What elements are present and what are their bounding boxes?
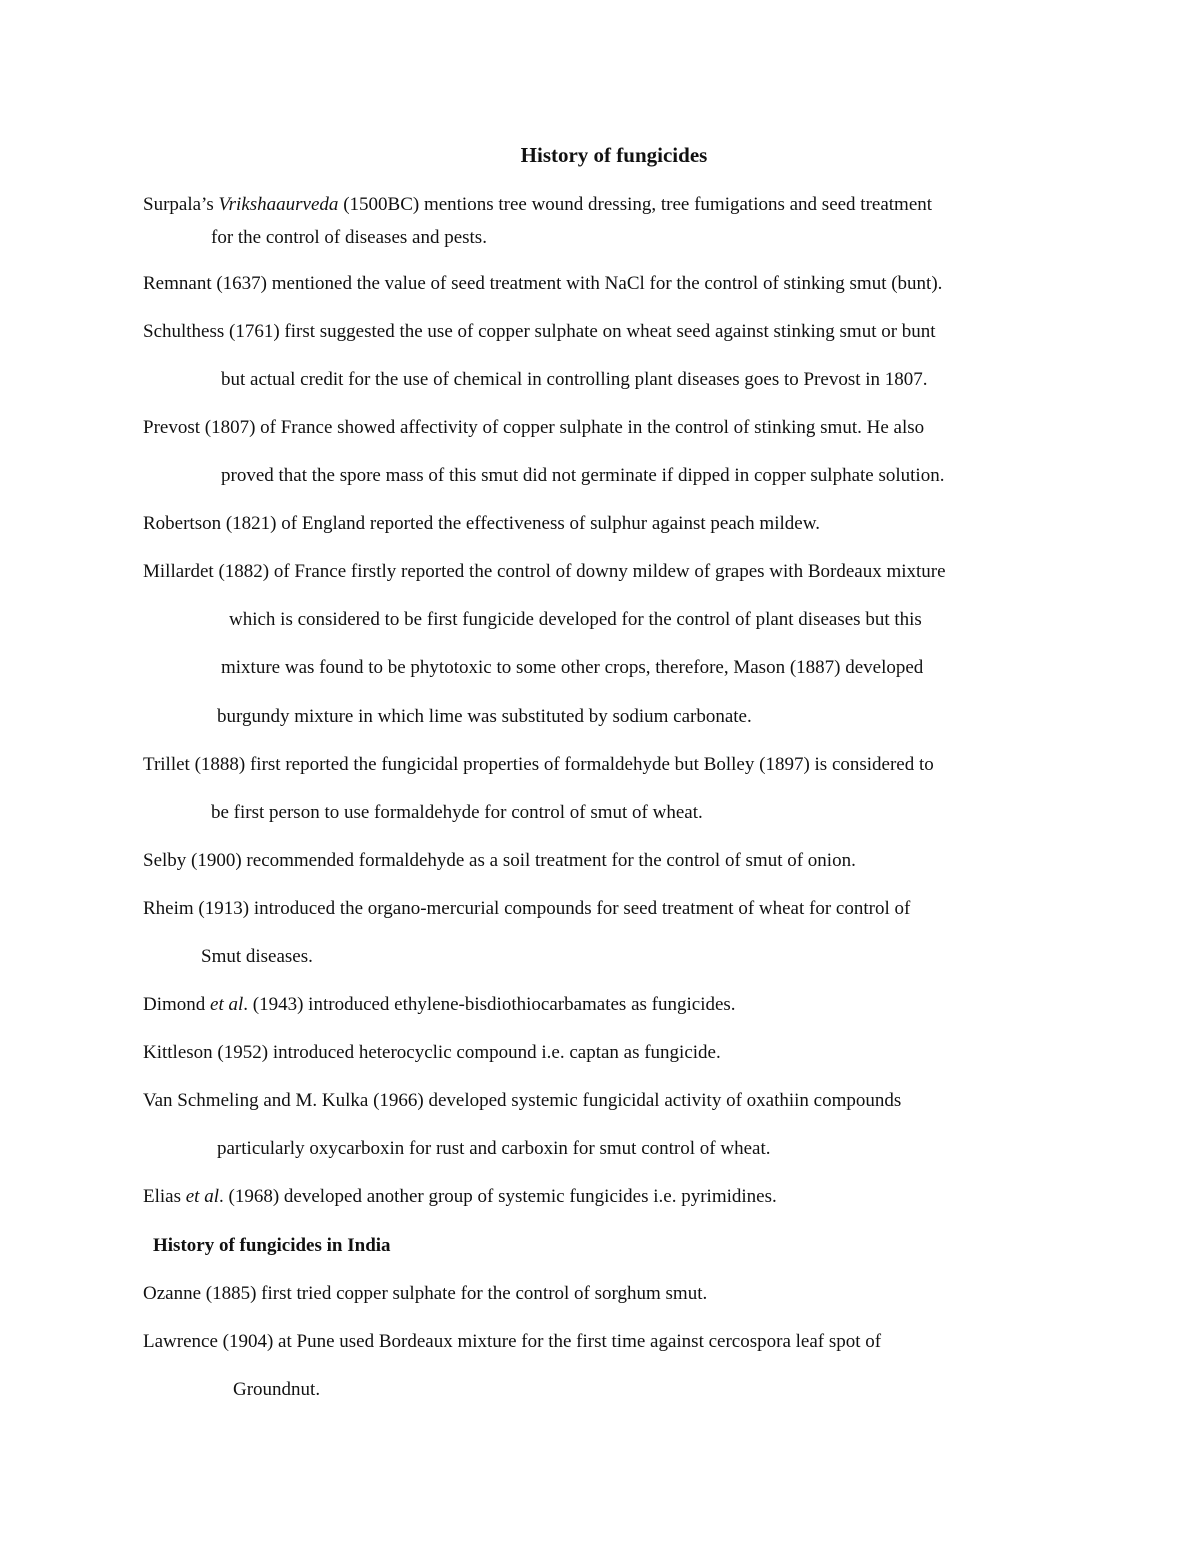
entry-continuation: burgundy mixture in which lime was substituted by sodium carbonate. [217, 706, 752, 727]
entry-text: . (1943) introduced ethylene-bisdiothiocarbamates as fungicides. [243, 994, 736, 1015]
entry-robertson: Robertson (1821) of England reported the effectiveness of sulphur against peach mildew. [143, 513, 820, 534]
entry-continuation: proved that the spore mass of this smut did not germinate if dipped in copper sulphate solution. [221, 465, 945, 486]
entry-text: Surpala’s [143, 194, 219, 215]
et-al: et al [210, 994, 244, 1015]
entry-continuation: be first person to use formaldehyde for control of smut of wheat. [211, 802, 703, 823]
entry-text: Elias [143, 1186, 186, 1207]
entry-ozanne: Ozanne (1885) first tried copper sulphate for the control of sorghum smut. [143, 1283, 708, 1304]
book-title: Vrikshaaurveda [218, 194, 339, 215]
entry-lawrence: Lawrence (1904) at Pune used Bordeaux mixture for the first time against cercospora leaf spot of [143, 1331, 882, 1352]
entry-elias [143, 1185, 777, 1209]
entry-continuation: which is considered to be first fungicide developed for the control of plant diseases but this [229, 609, 922, 630]
entry-rheim: Rheim (1913) introduced the organo-mercurial compounds for seed treatment of wheat for control of [143, 898, 911, 919]
entry-continuation: but actual credit for the use of chemical in controlling plant diseases goes to Prevost in 1807. [221, 369, 928, 390]
section-heading: History of fungicides in India [153, 1235, 391, 1256]
entry-trillet: Trillet (1888) first reported the fungicidal properties of formaldehyde but Bolley (1897) is considered to [143, 754, 934, 775]
entry-prevost: Prevost (1807) of France showed affectivity of copper sulphate in the control of stinking smut. He also [143, 417, 925, 438]
entry-continuation: for the control of diseases and pests. [211, 227, 487, 248]
et-al: et al [185, 1186, 219, 1207]
entry-text: . (1968) developed another group of systemic fungicides i.e. pyrimidines. [219, 1186, 777, 1207]
entry-continuation: Groundnut. [233, 1379, 321, 1400]
entry-van-schmeling: Van Schmeling and M. Kulka (1966) developed systemic fungicidal activity of oxathiin compounds [143, 1090, 902, 1111]
entry-remnant: Remnant (1637) mentioned the value of seed treatment with NaCl for the control of stinking smut (bunt). [143, 273, 943, 294]
entry-continuation: Smut diseases. [201, 946, 313, 967]
page-title: History of fungicides [520, 143, 708, 167]
entry-dimond [143, 993, 736, 1017]
entry-surpala [143, 193, 932, 217]
entry-text: (1500BC) mentions tree wound dressing, tree fumigations and seed treatment [338, 194, 933, 215]
entry-text: Dimond [143, 994, 211, 1015]
entry-continuation: particularly oxycarboxin for rust and carboxin for smut control of wheat. [217, 1138, 771, 1159]
entry-millardet: Millardet (1882) of France firstly reported the control of downy mildew of grapes with Bordeaux mixture [143, 561, 946, 582]
entry-continuation: mixture was found to be phytotoxic to some other crops, therefore, Mason (1887) developed [221, 657, 924, 678]
entry-schulthess: Schulthess (1761) first suggested the use of copper sulphate on wheat seed against stinking smut or bunt [143, 321, 936, 342]
entry-selby: Selby (1900) recommended formaldehyde as a soil treatment for the control of smut of onion. [143, 850, 856, 871]
entry-kittleson: Kittleson (1952) introduced heterocyclic compound i.e. captan as fungicide. [143, 1042, 721, 1063]
